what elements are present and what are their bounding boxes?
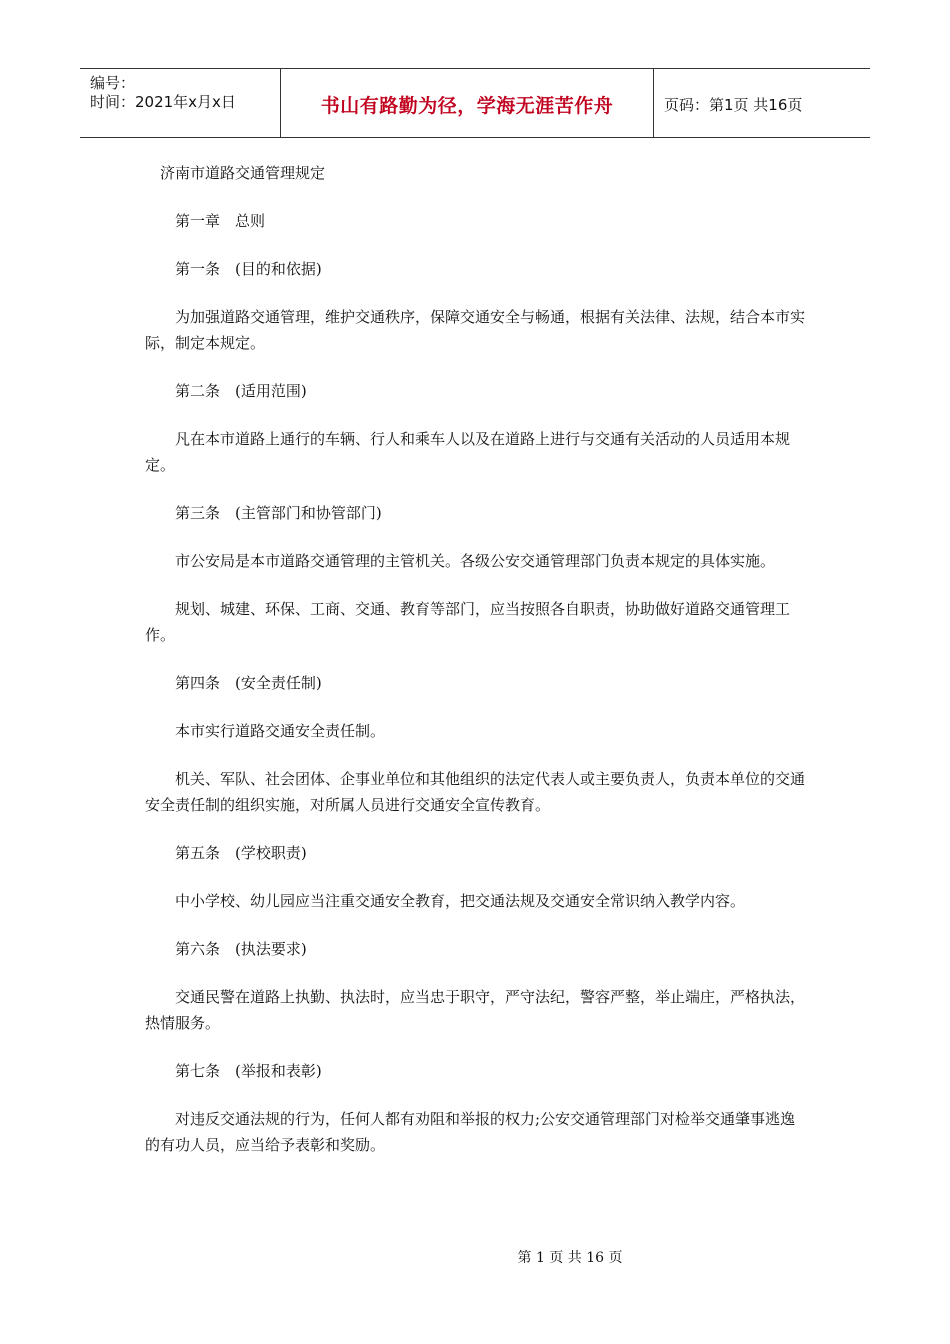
article-heading: 第二条 (适用范围) <box>175 382 307 400</box>
number-label: 编号： <box>90 74 136 92</box>
article-heading: 第一条 (目的和依据) <box>175 260 322 278</box>
article-text: 为加强道路交通管理，维护交通秩序，保障交通安全与畅通，根据有关法律、法规，结合本市实际，制定本规定。 <box>145 308 806 352</box>
article-heading: 第六条 (执法要求) <box>175 940 307 958</box>
article-text: 对违反交通法规的行为，任何人都有劝阻和举报的权力;公安交通管理部门对检举交通肇事逃逸的有功人员，应当给予表彰和奖励。 <box>145 1110 796 1154</box>
page-info: 页码：第1页 共16页 <box>664 96 803 114</box>
article-text: 机关、军队、社会团体、企事业单位和其他组织的法定代表人或主要负责人，负责本单位的交通安全责任制的组织实施，对所属人员进行交通安全宣传教育。 <box>145 770 806 814</box>
document-body <box>145 160 810 1180</box>
article-heading: 第七条 (举报和表彰) <box>175 1062 322 1080</box>
article-text: 交通民警在道路上执勤、执法时，应当忠于职守，严守法纪，警容严整，举止端庄，严格执法，热情服务。 <box>145 988 806 1032</box>
time-label: 时间：2021年x月x日 <box>90 93 236 111</box>
page-footer: 第 1 页 共 16 页 <box>517 1250 623 1266</box>
motto: 书山有路勤为径，学海无涯苦作舟 <box>320 95 614 117</box>
chapter-heading: 第一章 总则 <box>175 212 266 230</box>
header-meta-cell <box>80 69 280 137</box>
article-heading: 第三条 (主管部门和协管部门) <box>175 504 382 522</box>
page-header <box>80 68 870 138</box>
article-heading: 第四条 (安全责任制) <box>175 674 322 692</box>
article-text: 中小学校、幼儿园应当注重交通安全教育，把交通法规及交通安全常识纳入教学内容。 <box>175 892 746 910</box>
article-text: 规划、城建、环保、工商、交通、教育等部门，应当按照各自职责，协助做好道路交通管理工作。 <box>145 600 791 644</box>
article-text: 本市实行道路交通安全责任制。 <box>175 722 386 740</box>
header-page-cell <box>654 69 870 137</box>
article-text: 凡在本市道路上通行的车辆、行人和乘车人以及在道路上进行与交通有关活动的人员适用本规定。 <box>145 430 791 474</box>
article-heading: 第五条 (学校职责) <box>175 844 307 862</box>
header-motto-cell <box>280 69 654 137</box>
document-title: 济南市道路交通管理规定 <box>160 164 326 182</box>
article-text: 市公安局是本市道路交通管理的主管机关。各级公安交通管理部门负责本规定的具体实施。 <box>175 552 776 570</box>
